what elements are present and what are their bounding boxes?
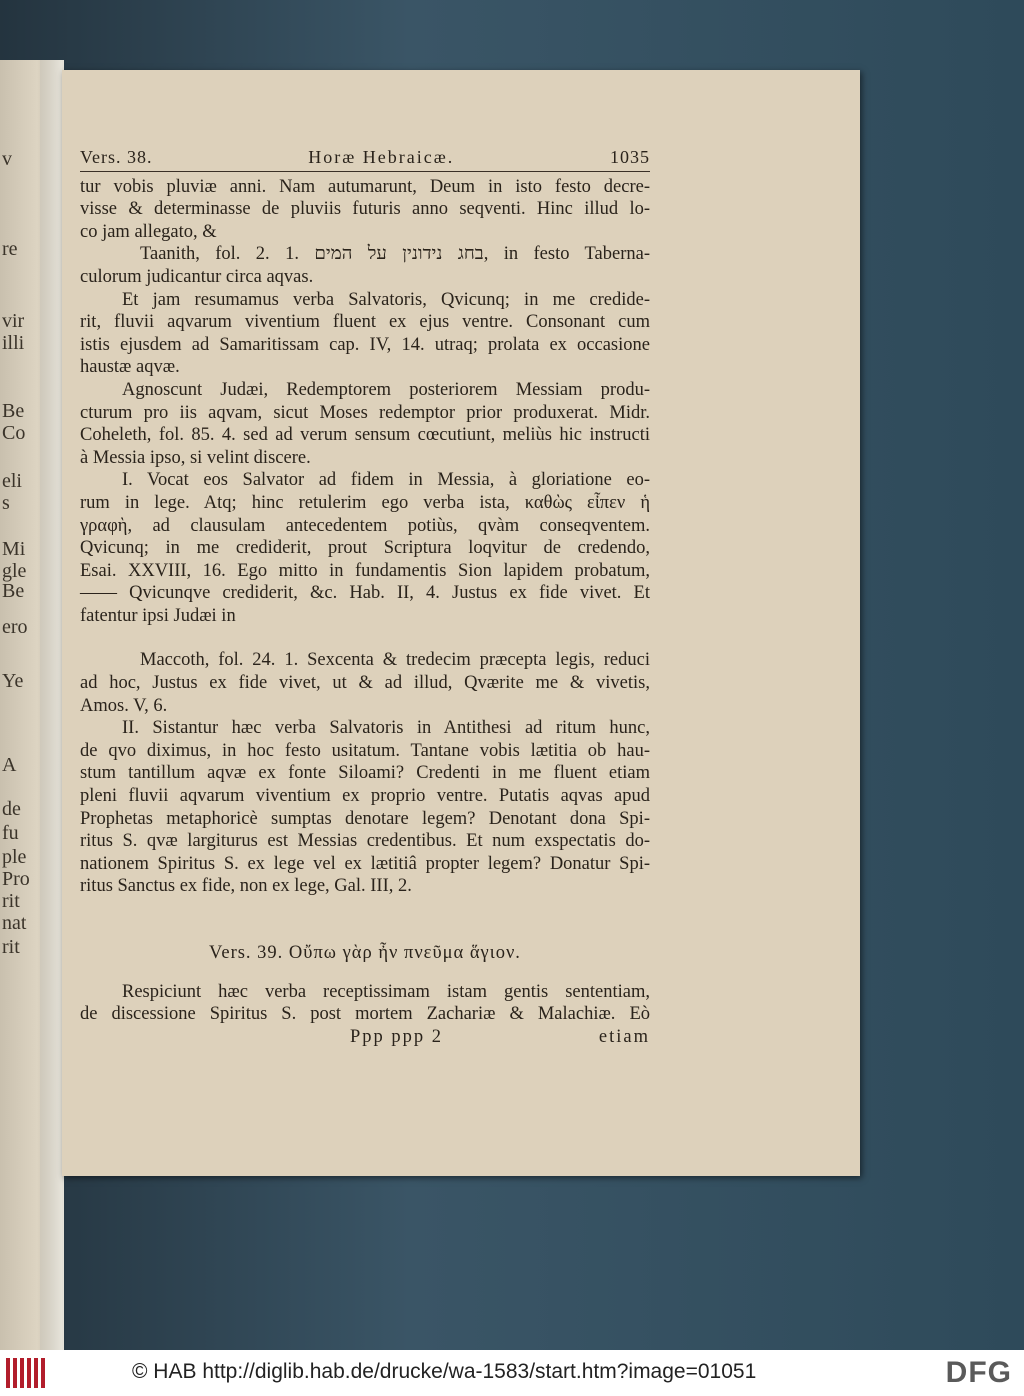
text-line: II. Sistantur hæc verba Salvatoris in Antithesi ad ritum hunc, (122, 718, 650, 739)
text-line: de discessione Spiritus S. post mortem Zachariæ & Malachiæ. Eò (80, 1004, 650, 1025)
text-line: Agnoscunt Judæi, Redemptorem posteriorem Messiam produ- (122, 379, 650, 400)
text-line: culorum judicantur circa aqvas. (80, 266, 314, 287)
prev-page-fragment: illi (2, 332, 25, 354)
prev-page-fragment: nat (2, 912, 27, 934)
header-title: Horæ Hebraicæ. (308, 147, 455, 167)
prev-page-fragment: gle (2, 560, 27, 582)
text-line: Taanith, fol. 2. 1. בחג נידונין על המים, in festo Taberna- (140, 244, 650, 265)
prev-page-fragment: A (2, 754, 17, 776)
text-line: ritus Sanctus ex fide, non ex lege, Gal. III, 2. (80, 876, 412, 897)
page-number: 1035 (610, 147, 650, 167)
prev-page-fragment: s (2, 492, 10, 514)
running-header (80, 146, 650, 172)
prev-page-fragment: eli (2, 470, 22, 492)
prev-page-fragment: ero (2, 616, 28, 638)
prev-page-fragment: rit (2, 890, 20, 912)
text-line: —— Qvicunqve crediderit, &c. Hab. II, 4. Justus ex fide vivet. Et (80, 583, 650, 604)
page-signature-row (80, 1026, 650, 1049)
prev-page-fragment: re (2, 238, 18, 260)
dfg-logo: DFG (945, 1356, 1012, 1389)
footer-citation: © HAB http://diglib.hab.de/drucke/wa-1583/start.htm?image=01051 (132, 1360, 757, 1383)
prev-page-fragment: de (2, 798, 21, 820)
signature-mark: Ppp ppp 2 (350, 1026, 444, 1047)
text-line: ad hoc, Justus ex fide vivet, ut & ad illud, Qværite me & vivetis, (80, 673, 650, 694)
text-line: visse & determinasse de pluviis futuris anno seqventi. Hinc illud lo- (80, 199, 650, 220)
text-line: Respiciunt hæc verba receptissimam istam gentis sententiam, (122, 981, 650, 1002)
prev-page-fragment: fu (2, 822, 19, 844)
text-line: γραφὴ, ad clausulam antecedentem potiùs, qvàm conseqventem. (80, 515, 650, 536)
catchword: etiam (598, 1026, 650, 1047)
text-line: haustæ aqvæ. (80, 357, 180, 378)
prev-page-fragment: Mi (2, 538, 26, 560)
prev-page-fragment: rit (2, 936, 20, 958)
text-line: Amos. V, 6. (80, 695, 168, 716)
text-line: nationem Spiritus S. ex lege vel ex lætitiâ propter legem? Donatur Spi- (80, 853, 650, 874)
text-line: Prophetas metaphoricè sumptas denotare legem? Denotant dona Spi- (80, 808, 650, 829)
prev-page-fragment: Be (2, 400, 25, 422)
text-line: co jam allegato, & (80, 221, 217, 242)
text-line: Et jam resumamus verba Salvatoris, Qvicunq; in me credide- (122, 289, 650, 310)
page-text-block (80, 146, 650, 1048)
prev-page-fragment: Be (2, 580, 25, 602)
hab-logo-icon (6, 1358, 46, 1388)
text-line: pleni fluvii aqvarum viventium ex proprio ventre. Putatis aqvas apud (80, 786, 650, 807)
book-page (62, 70, 860, 1176)
text-line: Coheleth, fol. 85. 4. sed ad verum sensum cœcutiunt, meliùs hic instructi (80, 425, 650, 446)
prev-page-fragment: Pro (2, 868, 30, 890)
prev-page-fragment: ple (2, 846, 27, 868)
previous-page-shadow (40, 60, 64, 1350)
prev-page-fragment: Co (2, 422, 26, 444)
text-line: istis ejusdem ad Samaritissam cap. IV, 14. utraq; prolata ex occasione (80, 334, 650, 355)
text-line: rit, fluvii aqvarum viventium fluent ex ejus ventre. Consonant cum (80, 312, 650, 333)
text-line: rum in lege. Atq; hinc retulerim ego verba ista, καθὼς εἶπεν ἡ (80, 492, 650, 513)
header-verse: Vers. 38. (80, 147, 153, 167)
text-line: ritus S. qvæ largiturus est Messias credentibus. Et num exspectatis do- (80, 831, 650, 852)
text-line: tur vobis pluviæ anni. Nam autumarunt, Deum in isto festo decre- (80, 176, 650, 197)
prev-page-fragment: vir (2, 310, 25, 332)
prev-page-fragment: Ye (2, 670, 24, 692)
text-line: cturum pro iis aqvam, sicut Moses redemptor prior produxerat. Midr. (80, 402, 650, 423)
text-line: Maccoth, fol. 24. 1. Sexcenta & tredecim præcepta legis, reduci (140, 650, 650, 671)
text-line: à Messia ipso, si velint discere. (80, 447, 311, 468)
footer-bar (0, 1350, 1024, 1396)
text-line: I. Vocat eos Salvator ad fidem in Messia, à gloriatione eo- (122, 470, 650, 491)
text-line: fatentur ipsi Judæi in (80, 605, 236, 626)
prev-page-fragment: v (2, 148, 12, 170)
text-line: stum tantillum aqvæ ex fonte Siloami? Credenti in me fluent etiam (80, 763, 650, 784)
text-line: Qvicunq; in me crediderit, prout Scriptura loqvitur de credendo, (80, 538, 650, 559)
section-heading: Vers. 39. Οὔπω γὰρ ἦν πνεῦμα ἅγιον. (209, 943, 521, 963)
text-line: Esai. XXVIII, 16. Ego mitto in fundamentis Sion lapidem probatum, (80, 560, 650, 581)
text-line: de qvo diximus, in hoc festo usitatum. Tantane vobis lætitia ob hau- (80, 740, 650, 761)
